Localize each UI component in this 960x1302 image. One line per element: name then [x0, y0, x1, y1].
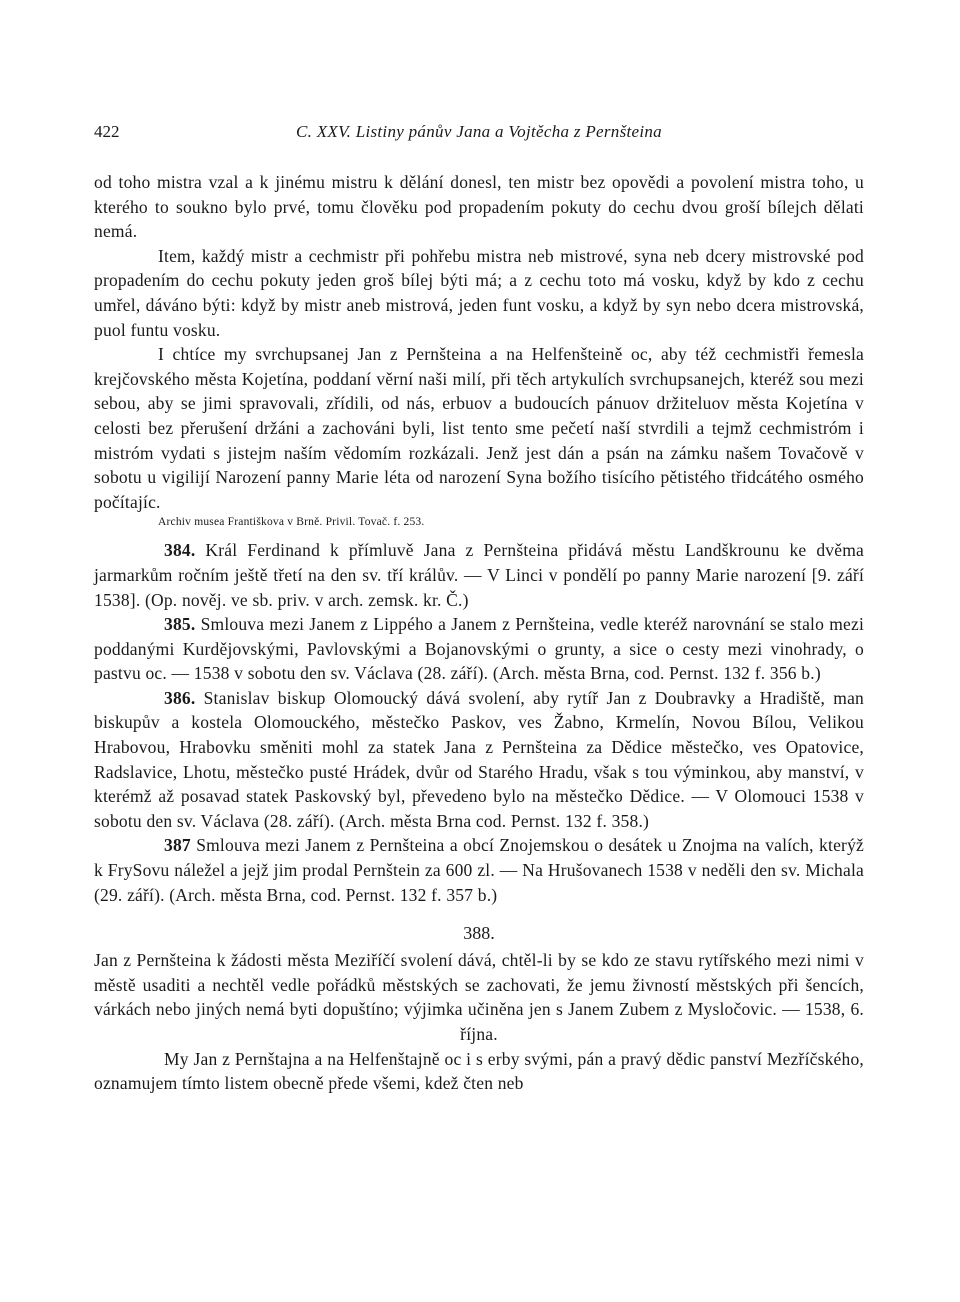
regest-text: Stanislav biskup Olomoucký dává svolení, aby rytíř Jan z Doubravky a Hradiště, man biskupův a kostela Olomouckého, městečko Paskov, ves Žabno, Krmelín, Novou Bílou, Velikou Hrabovou, Hrabovku směniti mohl za statek Jana z Pernšteina za Dědice městečko, ves Opatovice, Radslavice, Lhotu, městečko pusté Hrádek, dvůr od Starého Hradu, však s tou výminkou, aby manství, v kterémž až posavad statek Paskovský byl, převedeno bylo na městečko Dědice. — V Olomouci 1538 v sobotu den sv. Václava (28. září). (Arch. města Brna cod. Pernst. 132 f. 358.) — [94, 687, 864, 831]
regest-number: 386. — [164, 687, 196, 708]
running-title: C. XXV. Listiny pánův Jana a Vojtěcha z Pernšteina — [296, 122, 662, 141]
main-text — [94, 170, 864, 1096]
page-number: 422 — [94, 122, 120, 141]
regest-entry — [94, 612, 864, 686]
regest-entry — [94, 538, 864, 612]
paragraph: od toho mistra vzal a k jinému mistru k dělání donesl, ten mistr bez opovědi a povolení mistra toho, u kterého to soukno bylo prvé, tomu člověku pod propadením pokuty do cechu dvou groší bílejch dělati nemá. — [94, 172, 864, 242]
regest-entry — [94, 833, 864, 907]
regest-text: Smlouva mezi Janem z Lippého a Janem z Pernšteina, vedle kteréž narovnání se stalo mezi poddanými Kurděјovskými, Pavlovskými a Bojanovskými o grunty, a sice o cesty mezi vinohrady, o pastvu oc. — 1538 v sobotu den sv. Václava (28. září). (Arch. města Brna, cod. Pernst. 132 f. 356 b.) — [94, 614, 864, 684]
paragraph: Item, každý mistr a cechmistr při pohřebu mistra neb mistrové, syna neb dcery mistrovské pod propadením do cechu pokuty jeden groš bílej býti má; a z cechu toto má vosku, když by kdo z cechu umřel, dáváno býti: když by mistr aneb mistrová, jeden funt vosku, a když by syn nebo dcera mistrovská, puol funtu vosku. — [94, 245, 864, 340]
regest-number: 384. — [164, 540, 196, 561]
regest-text: Smlouva mezi Janem z Pernšteina a obcí Znojemskou o desátek u Znojma na valích, kterýž k FrySovu náležel a jejž jim prodal Pernštein za 600 zl. — Na Hrušovanech 1538 v neděli den sv. Michala (29. září). (Arch. města Brna, cod. Pernst. 132 f. 357 b.) — [94, 835, 864, 905]
regest-number: 385. — [164, 614, 196, 635]
book-page — [94, 112, 864, 1096]
document-summary: Jan z Pernšteina k žádosti města Meziříčí svolení dává, chtěl-li by se kdo ze stavu rytířského mezi nimi v městě usaditi a nechtěl vedle pořádků městských se zachovati, že jemu živností městských při šencích, várkách nebo jiných nemá byti dopuštíno; výjimka učiněna jen s Janem Zubem z Mysločovic. — 1538, 6. října. — [94, 950, 864, 1044]
regest-entry — [94, 686, 864, 834]
source-note: Archiv musea Františkova v Brně. Privil. Tovač. f. 253. — [158, 516, 425, 529]
page-header — [94, 112, 864, 152]
regest-text: Král Ferdinand k přímluvě Jana z Pernšteina přidává městu Landškrounu ke dvěma jarmarkům ročním ještě třetí na den sv. tří králův. — V Linci v pondělí po panny Marie narození [9. září 1538]. (Op. nověj. ve sb. priv. v arch. zemsk. kr. Č.) — [94, 540, 864, 610]
document-number: 388. — [463, 923, 495, 944]
regest-number: 387 — [164, 835, 191, 856]
paragraph: I chtíce my svrchupsanej Jan z Pernšteina a na Helfenšteině oc, aby též cechmistři řemesla krejčovského města Kojetína, poddaní věrní naši milí, při těch artykulích svrchupsanejch, kteréž sou mezi sebou, aby se jimi spravovali, zřídili, od nás, erbuov a budoucích pánuov držiteluov města Kojetína v celosti bez přerušení držáni a zachováni byli, list tento sme pečetí naší stvrdili a tejmž cechmistróm i mistróm vydati s jistejm naším vědomím rozkázali. Jenž jest dán a psán na zámku našem Tovačově v sobotu u vigilijí Narození panny Marie léta od narození Syna božího tisícího pětistého třidcátého osmého počítajíc. — [94, 344, 864, 512]
document-text: My Jan z Pernštajna a na Helfenštajně oc i s erby svými, pán a pravý dědic panství Mezříčského, oznamujem tímto listem obecně přede všemi, kdež čten neb — [94, 1048, 864, 1094]
